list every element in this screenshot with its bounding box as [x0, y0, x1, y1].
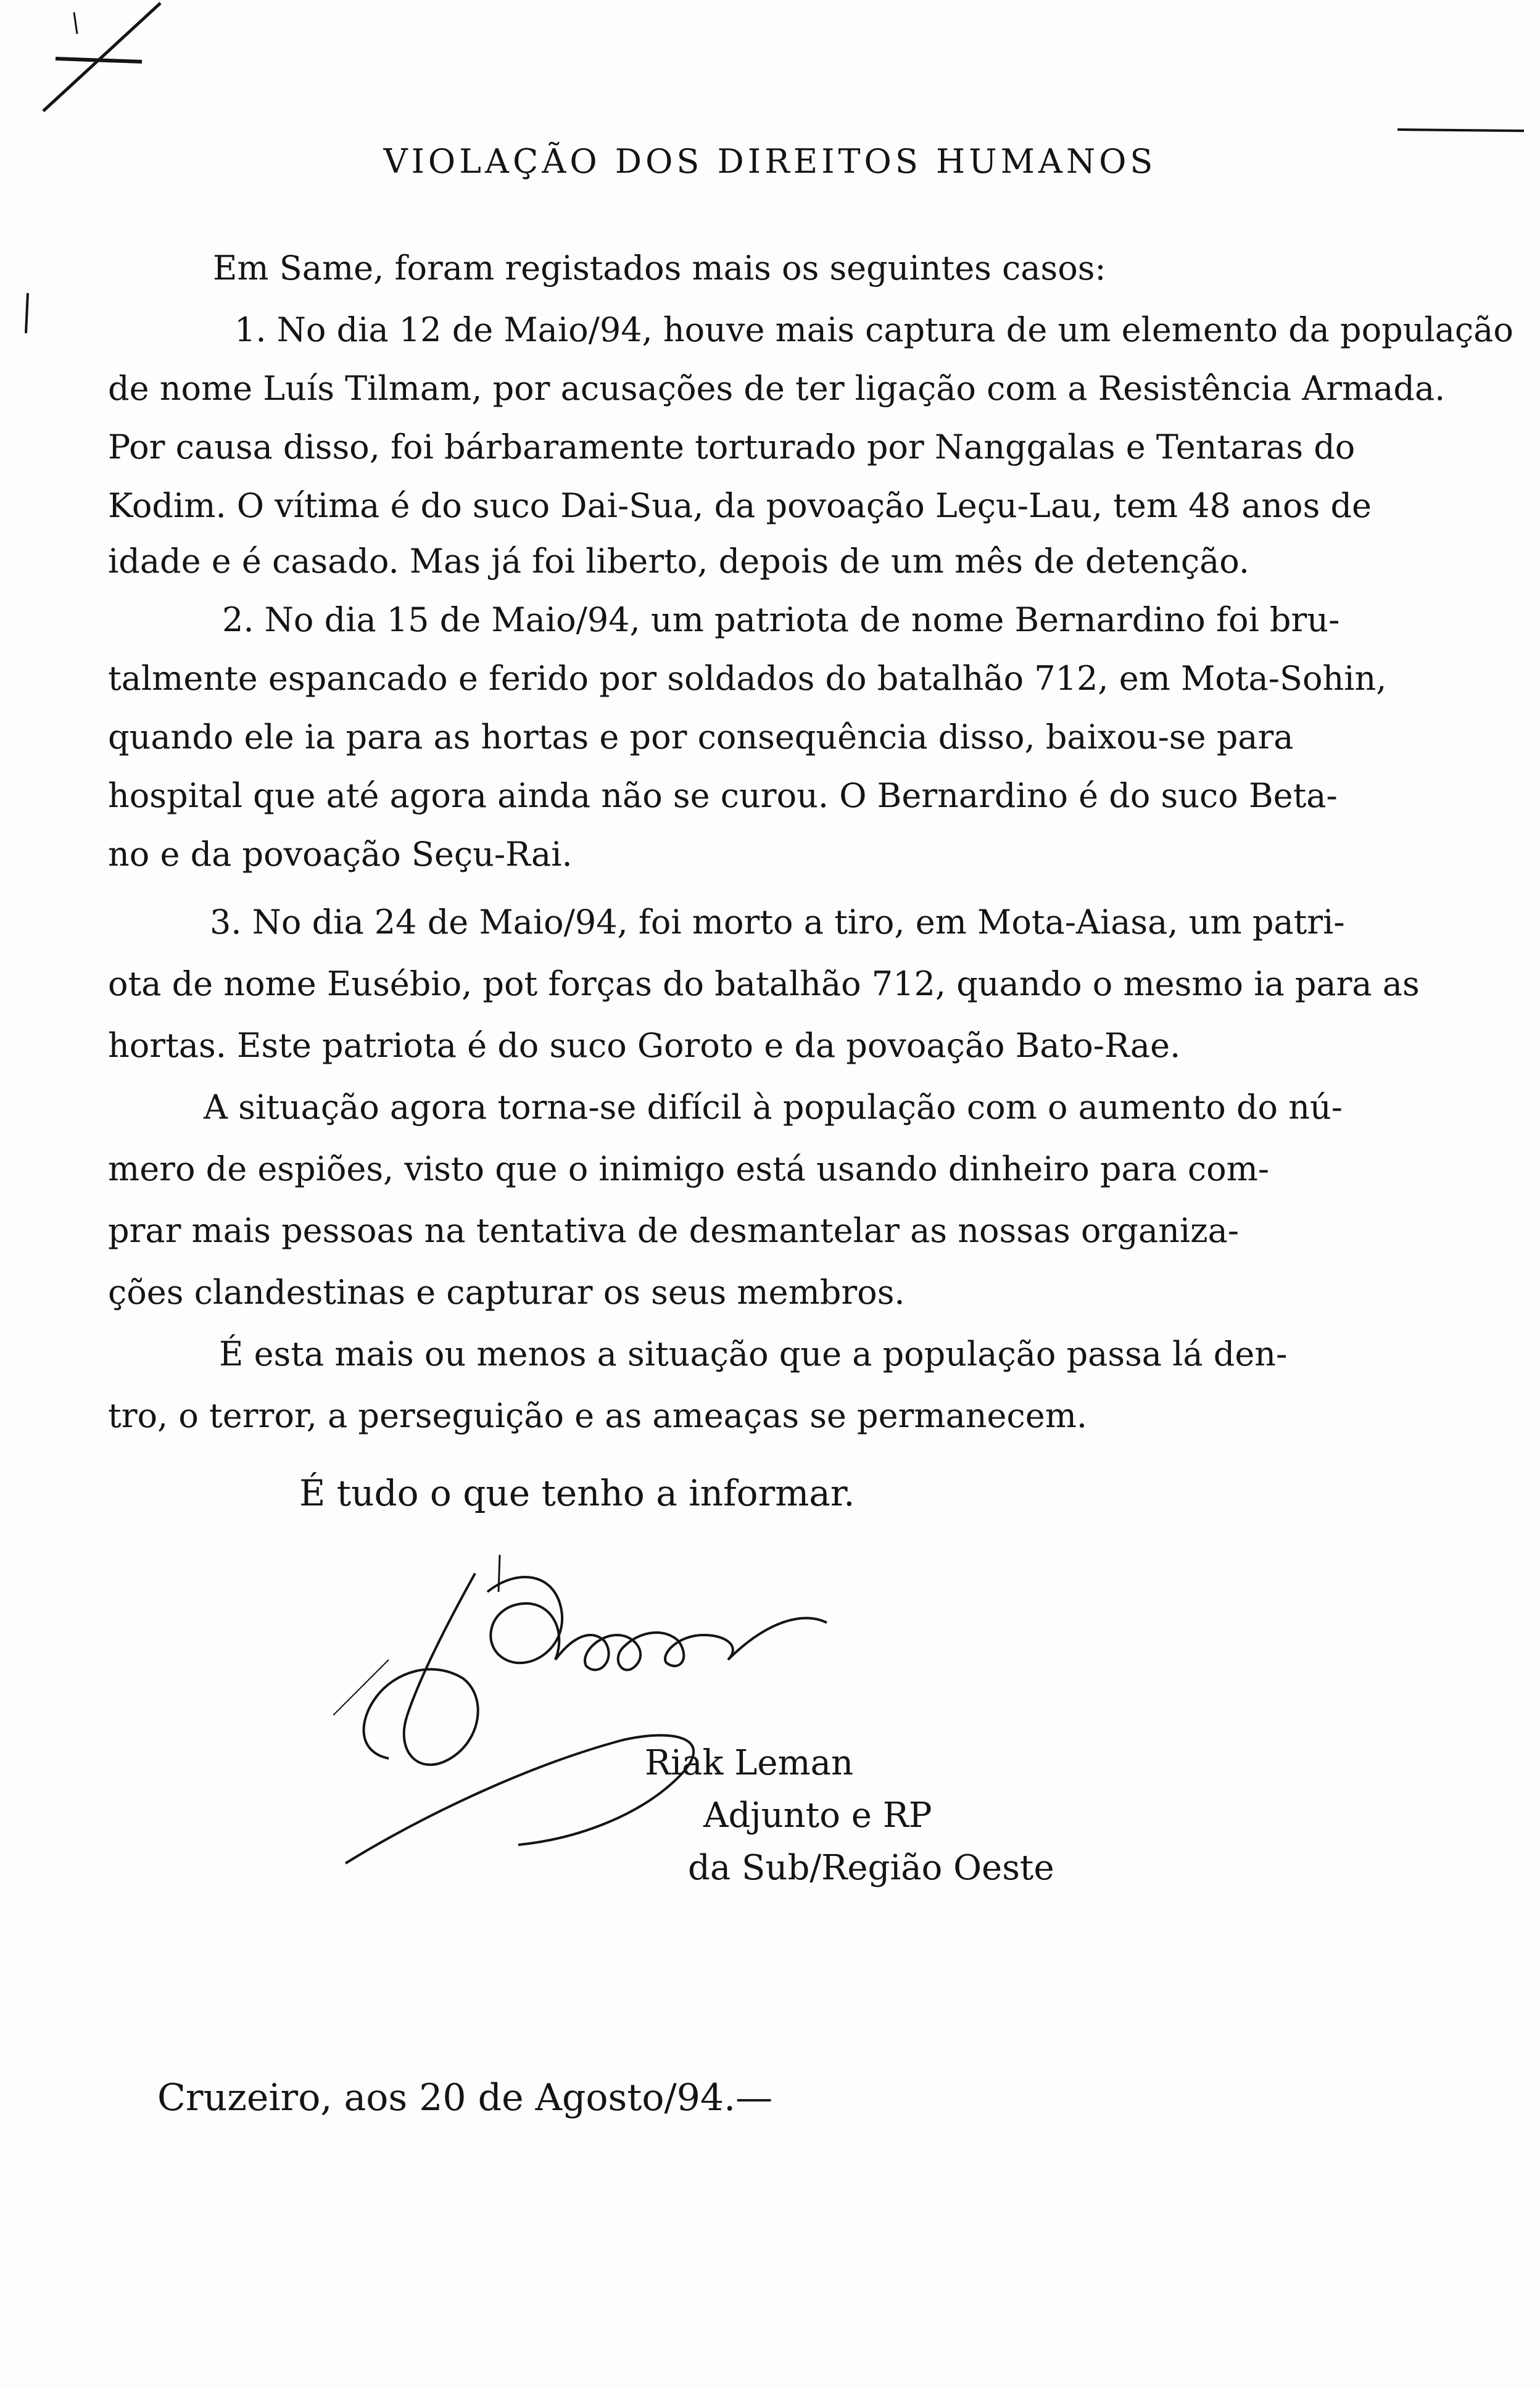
case1-line-3: Por causa disso, foi bárbaramente torturado por Nanggalas e Tentaras do	[108, 428, 1356, 466]
summary-line-1: É esta mais ou menos a situação que a população passa lá den-	[219, 1335, 1288, 1373]
document-title: VIOLAÇÃO DOS DIREITOS HUMANOS	[383, 142, 1157, 181]
case1-line-2: de nome Luís Tilmam, por acusações de ter ligação com a Resistência Armada.	[108, 369, 1446, 408]
case3-line-1: 3. No dia 24 de Maio/94, foi morto a tiro, em Mota-Aiasa, um patri-	[210, 903, 1345, 942]
case3-line-2: ota de nome Eusébio, pot forças do batalhão 712, quando o mesmo ia para as	[108, 964, 1420, 1003]
case2-line-4: hospital que até agora ainda não se curou. O Bernardino é do suco Beta-	[108, 776, 1338, 815]
case3-line-3: hortas. Este patriota é do suco Goroto e da povoação Bato-Rae.	[108, 1026, 1181, 1065]
case1-line-5: idade e é casado. Mas já foi liberto, depois de um mês de detenção.	[108, 542, 1250, 581]
closing-line: É tudo o que tenho a informar.	[299, 1472, 855, 1514]
case1-line-1: 1. No dia 12 de Maio/94, houve mais captura de um elemento da população	[234, 310, 1513, 349]
signatory-unit: da Sub/Região Oeste	[688, 1848, 1054, 1888]
margin-tick-mark	[19, 290, 37, 339]
summary-line-2: tro, o terror, a perseguição e as ameaças se permanecem.	[108, 1396, 1088, 1435]
signatory-role: Adjunto e RP	[703, 1795, 932, 1836]
case1-line-4: Kodim. O vítima é do suco Dai-Sua, da povoação Leçu-Lau, tem 48 anos de	[108, 486, 1372, 525]
top-right-rule-mark	[1394, 123, 1530, 136]
situation-line-3: prar mais pessoas na tentativa de desmantelar as nossas organiza-	[108, 1211, 1240, 1250]
situation-line-2: mero de espiões, visto que o inimigo está usando dinheiro para com-	[108, 1149, 1270, 1188]
corner-slash-mark	[19, 0, 167, 123]
case2-line-2: talmente espancado e ferido por soldados do batalhão 712, em Mota-Sohin,	[108, 659, 1387, 698]
situation-line-4: ções clandestinas e capturar os seus membros.	[108, 1273, 905, 1312]
case2-line-3: quando ele ia para as hortas e por consequência disso, baixou-se para	[108, 718, 1294, 756]
situation-line-1: A situação agora torna-se difícil à população com o aumento do nú-	[204, 1088, 1343, 1127]
case2-line-5: no e da povoação Seçu-Rai.	[108, 835, 573, 874]
intro-line: Em Same, foram registados mais os seguintes casos:	[213, 249, 1106, 288]
case2-line-1: 2. No dia 15 de Maio/94, um patriota de nome Bernardino foi bru-	[222, 600, 1340, 639]
place-date-line: Cruzeiro, aos 20 de Agosto/94.—	[157, 2076, 773, 2119]
signatory-name: Riak Leman	[645, 1743, 854, 1783]
